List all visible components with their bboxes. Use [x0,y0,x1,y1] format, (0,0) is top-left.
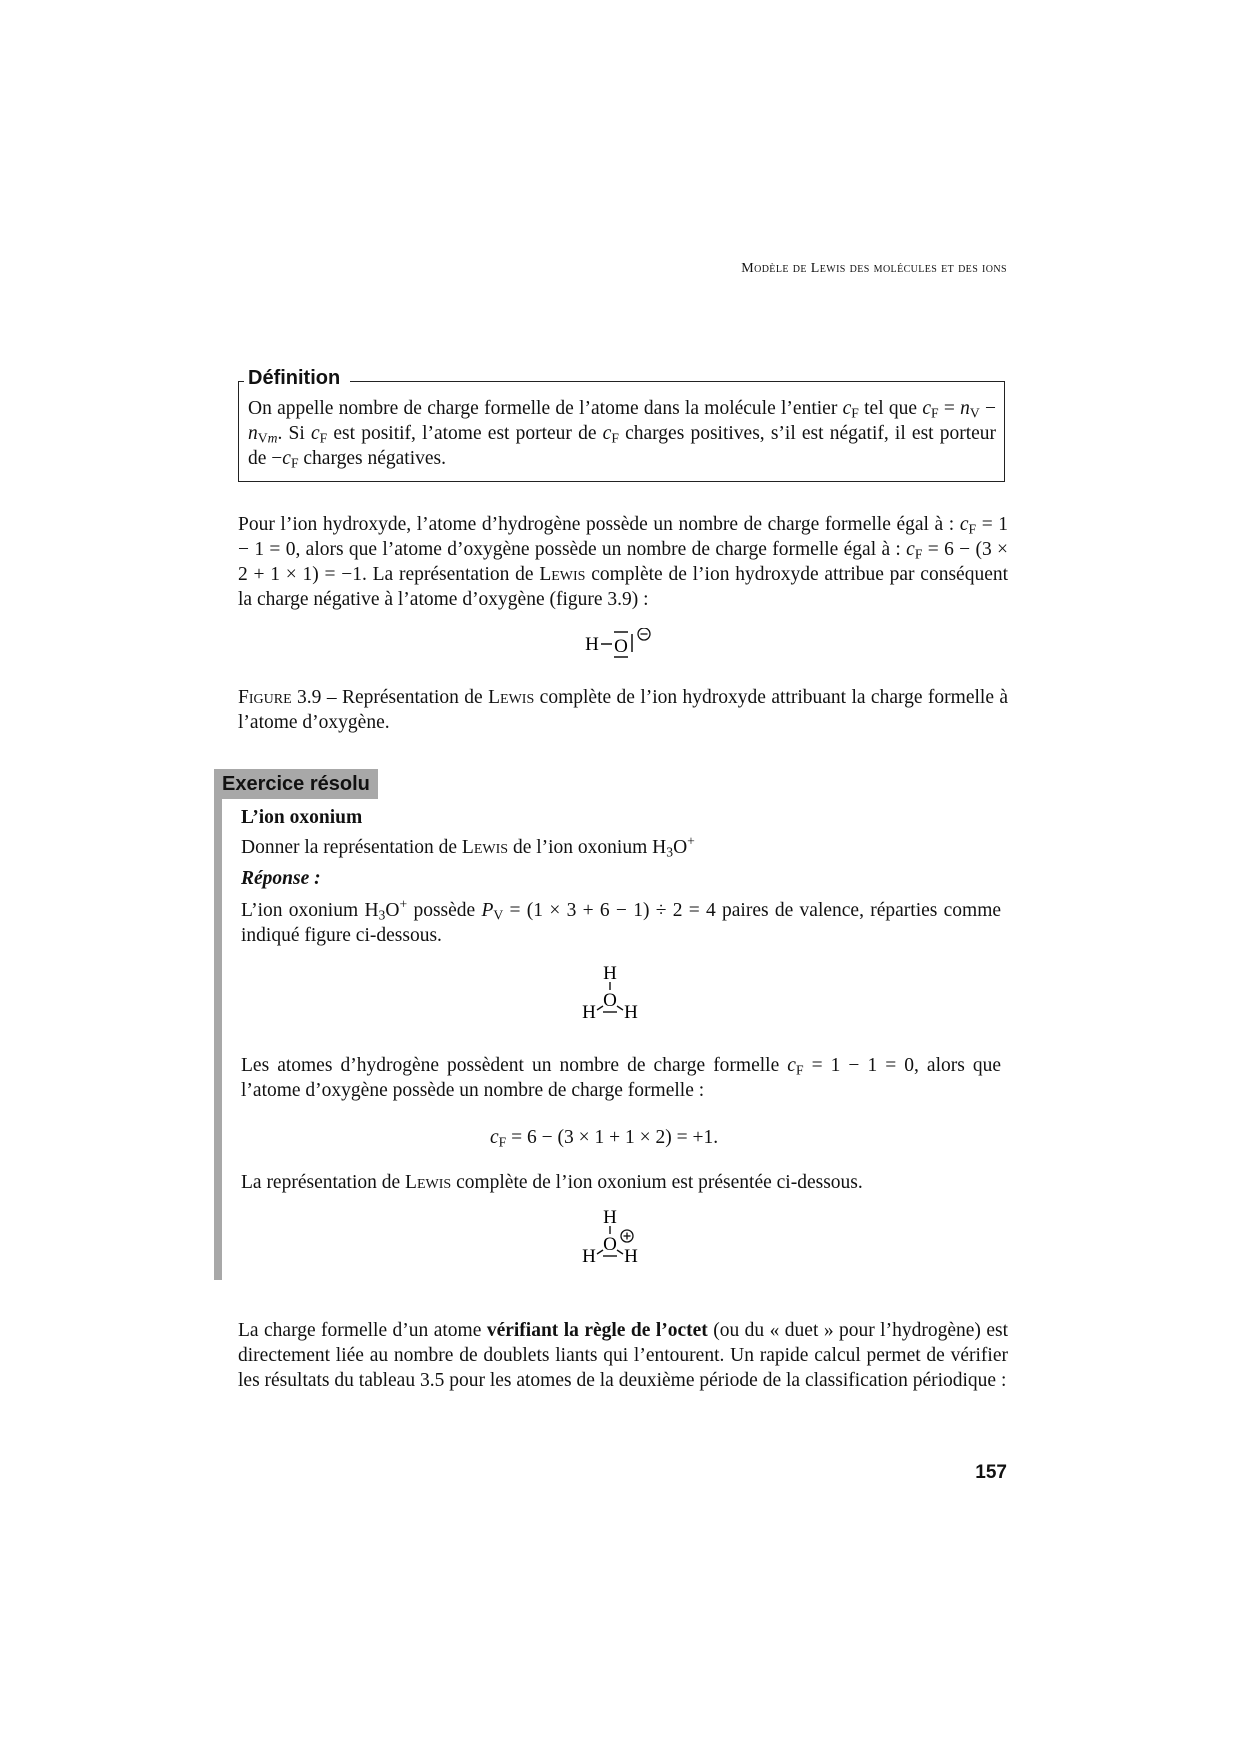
var-c: c [490,1127,499,1148]
hydroxyde-text-b: , alors que l’atome d’oxygène possède un nombre de charge formelle égal à : [295,539,901,560]
exercise-tab: Exercice résolu [214,769,378,799]
sub-F: F [319,430,328,446]
bond-right [617,1250,623,1254]
definition-line3b: charges négatives. [303,448,446,469]
bond-right [617,1006,623,1010]
sub-V: V [493,907,504,923]
hydroxyde-text-c: . La représentation de [362,564,534,585]
oxonium-structure-diagram [580,962,660,1030]
var-c: c [906,539,915,560]
caption-label: Figure [238,687,292,708]
minus-sign: − [985,398,997,419]
definition-line2c: charges positives, s’il est négatif, [625,423,889,444]
atom-o: O [614,636,628,657]
paragraph-octet [238,1318,1008,1393]
sub-F: F [498,1134,507,1150]
sub-V: V [969,405,980,421]
lewis-name: Lewis [461,837,509,858]
definition-line1a: On appelle nombre de charge formelle de l’atome dans la molécule l’entier [248,398,838,419]
bond-left [597,1250,603,1254]
paragraph-hydroxyde [238,512,1008,612]
answer-text-b: possède [413,900,476,921]
atom-h-left: H [582,1246,596,1267]
answer-text [241,898,1001,948]
oxonium-lewis-diagram [580,1206,660,1274]
sub-F: F [931,405,939,421]
exercise-question [241,835,695,860]
page-number: 157 [975,1462,1007,1483]
var-c: c [959,514,969,535]
answer-text-a: L’ion oxonium [241,900,359,921]
definition-title: Définition [244,364,350,392]
formula-plus: + [687,833,695,849]
definition-text [248,396,996,471]
var-n: n [960,398,970,419]
var-c: c [602,423,612,444]
var-p: P [481,900,494,921]
equation-body: = 6 − (3 × 1 + 1 × 2) = +1. [511,1127,719,1148]
figure-caption [238,685,1008,735]
bond-left [597,1006,603,1010]
formula-o: O [385,900,400,921]
display-equation [490,1125,718,1150]
formula-h: H [364,900,379,921]
oxonium-formula [364,896,408,923]
hydroxyde-equation-2: = 6 − (3 × 2 + 1 × 1) = −1 [238,539,1009,585]
atoms-text-b: , alors que l’atome d’oxygène possède un nombre de charge formelle : [241,1055,1002,1101]
definition-line1b: tel que [864,398,918,419]
answer-equation: = (1 × 3 + 6 − 1) ÷ 2 = 4 [509,900,716,921]
hydroxide-lewis-diagram [580,628,660,668]
atoms-text-a: Les atomes d’hydrogène possèdent un nombre de charge formelle [241,1055,780,1076]
formula-plus: + [399,896,408,912]
hydroxyde-text-a: Pour l’ion hydroxyde, l’atome d’hydrogène possède un nombre de charge formelle égal à : [238,514,955,535]
sub-F: F [795,1062,804,1078]
atom-h-top: H [603,1207,617,1228]
atom-h-top: H [603,963,617,984]
hydroxyde-text-d: complète de l’ion hydroxyde attribue par conséquent la charge négative à l’atome d’oxygène (figure 3.9) : [238,564,1009,610]
exercise-lewis-text [241,1170,1001,1195]
question-text-b: de l’ion oxonium [512,837,648,858]
definition-line2a: . Si [277,423,305,444]
formula-o: O [673,837,688,858]
atom-o: O [603,990,617,1011]
sub-F: F [611,430,619,446]
oxonium-formula [652,833,695,860]
definition-line2b: est positif, l’atome est porteur de [333,423,597,444]
lewis-name: Lewis [488,687,535,708]
sub-m: m [267,430,278,446]
sub-V: V [257,430,268,446]
var-c: c [922,398,931,419]
exercise-title: L’ion oxonium [241,807,363,828]
formula-3: 3 [378,907,386,923]
hydroxyde-equation-1: = 1 − 1 = 0 [238,514,1009,560]
sub-F: F [290,455,299,471]
atoms-equation: = 1 − 1 = 0 [811,1055,915,1076]
exercise-atoms-text [241,1053,1001,1103]
atom-o: O [603,1234,617,1255]
sub-F: F [914,546,923,562]
var-c: c [842,398,852,419]
octet-bold: vérifiant la règle de l’octet [486,1320,708,1341]
octet-text-b: (ou du « duet » pour l’hydrogène) est directement liée au nombre de doublets liants qui l’entourent. Un rapide calcul permet de vérifier les résultats du tableau 3.5 pour les atomes de la deuxième période de la classification périodique : [238,1320,1008,1391]
atom-h-right: H [624,1002,638,1023]
sub-F: F [968,521,977,537]
atom-h: H [585,634,599,655]
octet-text-a: La charge formelle d’un atome [238,1320,482,1341]
question-text-a: Donner la représentation de [241,837,458,858]
lewis-name: Lewis [405,1172,452,1193]
answer-label: Réponse : [241,868,321,889]
definition-line3a: il est porteur de [248,423,997,469]
formula-3: 3 [666,844,674,860]
caption-number: 3.9 [297,687,322,708]
caption-text-a: – Représentation de [326,687,483,708]
lewis-text-a: La représentation de [241,1172,401,1193]
caption-text-b: complète de l’ion hydroxyde attribuant la charge formelle à l’atome d’oxygène. [238,687,1009,733]
var-n: n [248,423,258,444]
lewis-name: Lewis [539,564,586,585]
running-header: Modèle de Lewis des molécules et des ions [741,261,1007,276]
formula-h: H [652,837,667,858]
lewis-text-b: complète de l’ion oxonium est présentée ci-dessous. [456,1172,863,1193]
var-c: c [310,423,320,444]
var-c: c [787,1055,796,1076]
sub-F: F [851,405,859,421]
exercise-side-bar [214,770,222,1280]
minus-sign: − [271,448,283,469]
atom-h-left: H [582,1002,596,1023]
answer-text-c: paires de valence, réparties comme indiqué figure ci-dessous. [241,900,1002,946]
atom-h-right: H [624,1246,638,1267]
equals-sign: = [943,398,955,419]
var-c: c [282,448,291,469]
